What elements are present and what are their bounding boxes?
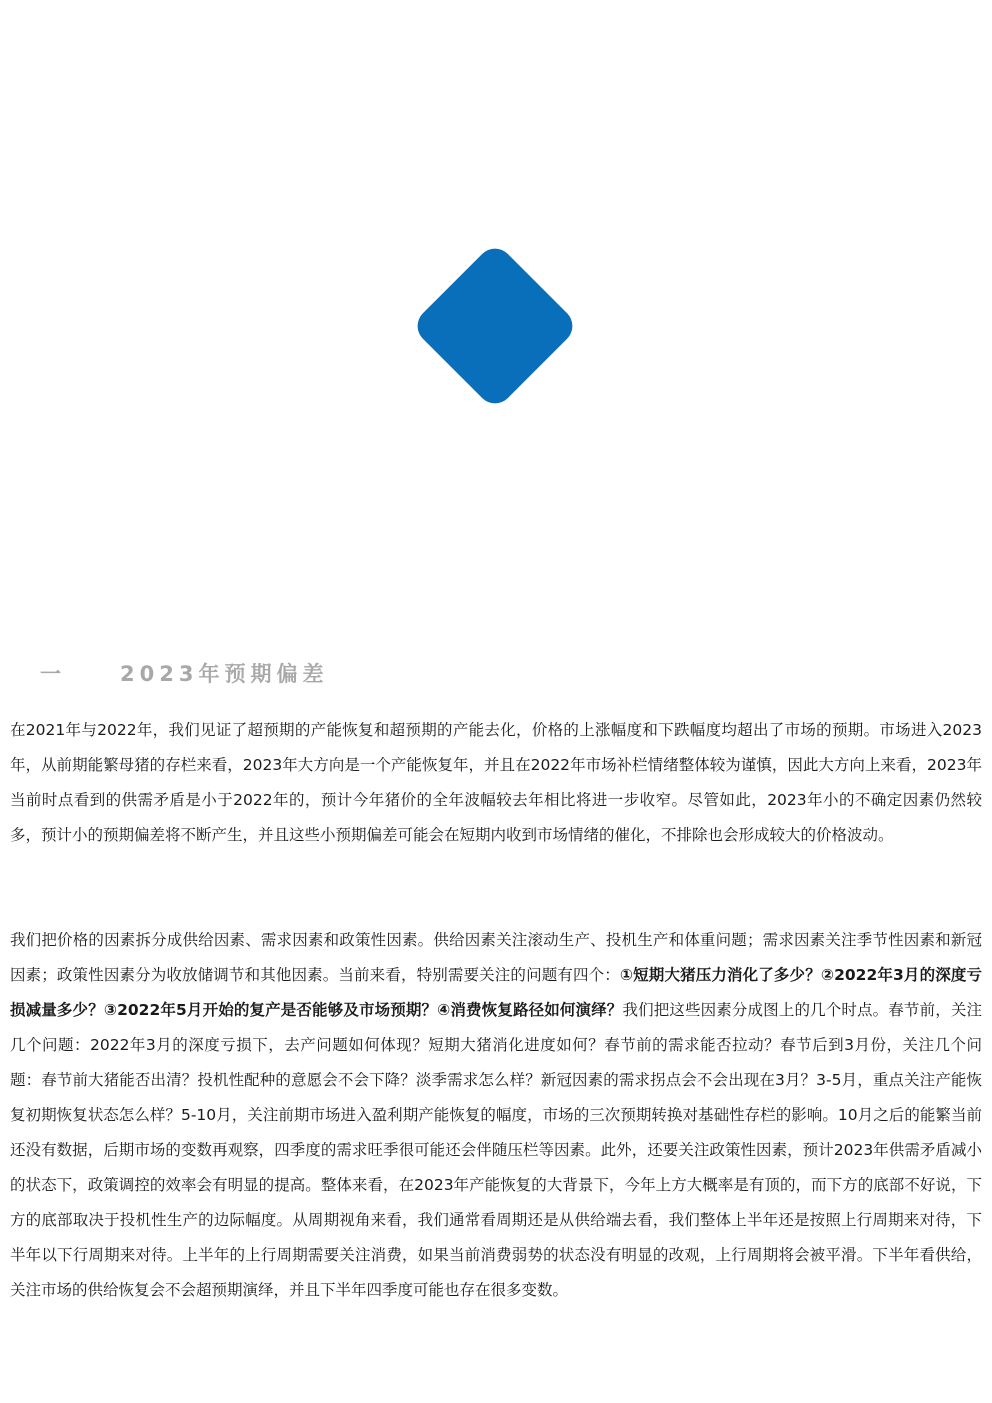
paragraph-2 [10,923,982,1308]
section-heading [40,658,328,688]
paragraph-2-key-questions: ①短期大猪压力消化了多少？②2022年3月的深度亏损减量多少？③2022年5月开始的复产是否能够及市场预期？④消费恢复路径如何演绎？ [10,966,982,1019]
diamond-logo-icon [410,241,580,411]
paragraph-2-intro: 我们把价格的因素拆分成供给因素、需求因素和政策性因素。供给因素关注滚动生产、投机生产和体重问题；需求因素关注季节性因素和新冠因素；政策性因素分为收放储调节和其他因素。当前来看，特别需要关注的问题有四个： [10,931,982,984]
paragraph-1: 在2021年与2022年，我们见证了超预期的产能恢复和超预期的产能去化，价格的上涨幅度和下跌幅度均超出了市场的预期。市场进入2023年，从前期能繁母猪的存栏来看，2023年大方向是一个产能恢复年，并且在2022年市场补栏情绪整体较为谨慎，因此大方向上来看，2023年当前时点看到的供需矛盾是小于2022年的，预计今年猪价的全年波幅较去年相比将进一步收窄。尽管如此，2023年小的不确定因素仍然较多，预计小的预期偏差将不断产生，并且这些小预期偏差可能会在短期内收到市场情绪的催化，不排除也会形成较大的价格波动。 [10,721,982,844]
paragraph-2-rest: 我们把这些因素分成图上的几个时点。春节前，关注几个问题：2022年3月的深度亏损下，去产问题如何体现？短期大猪消化进度如何？春节前的需求能否拉动？春节后到3月份，关注几个问题：春节前大猪能否出清？投机性配种的意愿会不会下降？淡季需求怎么样？新冠因素的需求拐点会不会出现在3月？3-5月，重点关注产能恢复初期恢复状态怎么样？5-10月，关注前期市场进入盈利期产能恢复的幅度，市场的三次预期转换对基础性存栏的影响。10月之后的能繁当前还没有数据，后期市场的变数再观察，四季度的需求旺季很可能还会伴随压栏等因素。此外，还要关注政策性因素，预计2023年供需矛盾减小的状态下，政策调控的效率会有明显的提高。整体来看，在2023年产能恢复的大背景下，今年上方大概率是有顶的，而下方的底部不好说，下方的底部取决于投机性生产的边际幅度。从周期视角来看，我们通常看周期还是从供给端去看，我们整体上半年还是按照上行周期来对待，下半年以下行周期来对待。上半年的上行周期需要关注消费，如果当前消费弱势的状态没有明显的改观，上行周期将会被平滑。下半年看供给，关注市场的供给恢复会不会超预期演绎，并且下半年四季度可能也存在很多变数。 [10,1001,982,1299]
section-title: 2023年预期偏差 [120,662,329,686]
section-number: 一 [40,662,66,686]
